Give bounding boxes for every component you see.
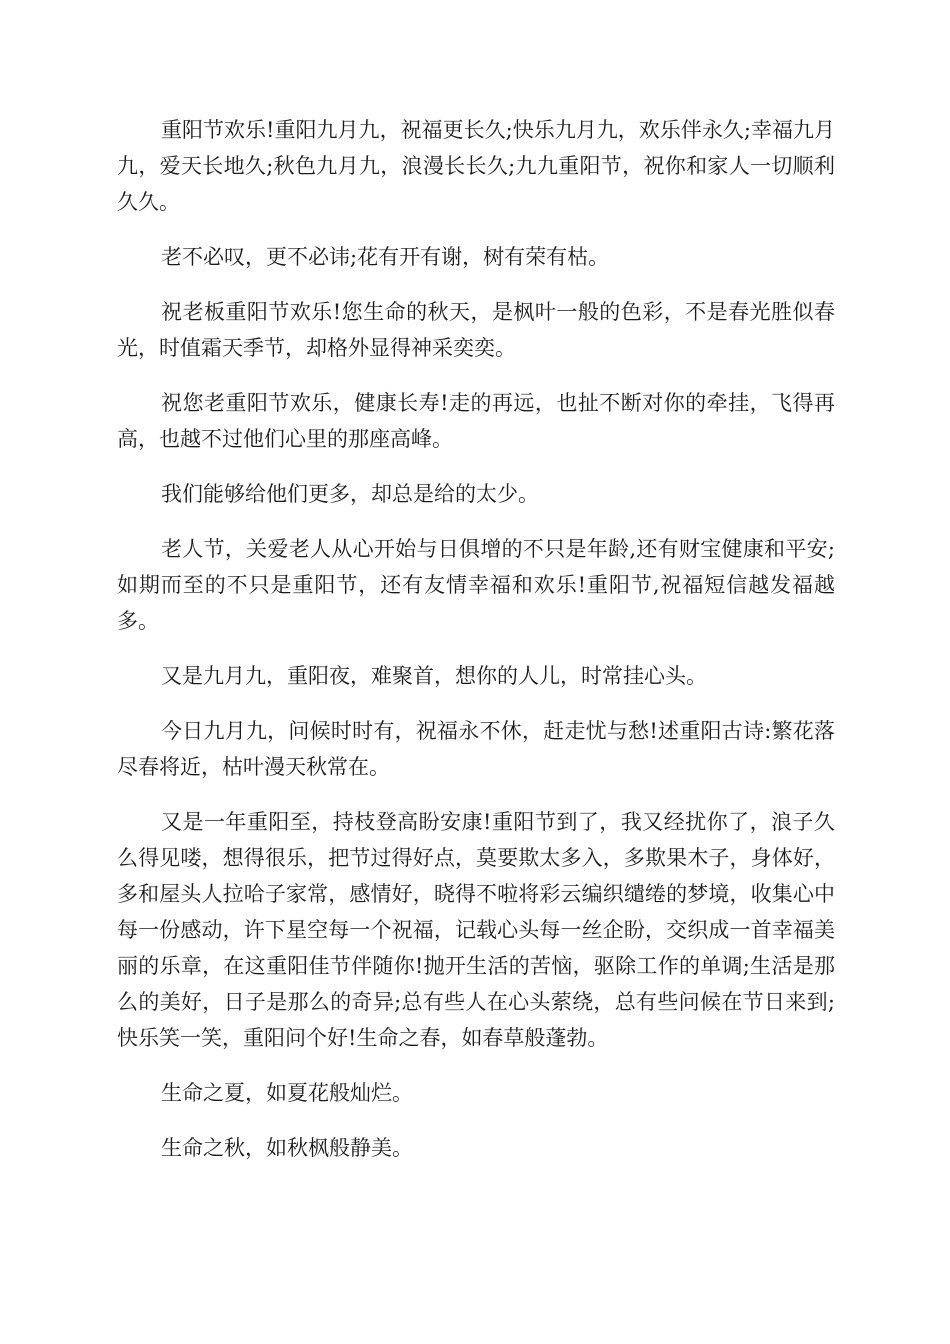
paragraph-11: 生命之秋，如秋枫般静美。 [161,1136,413,1160]
paragraph-9: 又是一年重阳至，持枝登高盼安康!重阳节到了，我又经扰你了，浪子久么得见喽，想得很乐，把节过得好点，莫要欺太多入，多欺果木子，身体好，多和屋头人拉哈子家常，感情好，晓得不啦将彩云编织缱绻的梦境，收集心中每一份感动，许下星空每一个祝福，记载心头每一丝企盼，交织成一首幸福美丽的乐章，在这重阳佳节伴随你!抛开生活的苦恼，驱除工作的单调;生活是那么的美好，日子是那么的奇异;总有些人在心头萦绕，总有些问候在节日来到;快乐笑一笑，重阳问个好!生命之春，如春草般蓬勃。 [117,810,835,1050]
paragraph-1: 重阳节欢乐!重阳九月九，祝福更长久;快乐九月九，欢乐伴永久;幸福九月九，爱天长地久;秋色九月九，浪漫长长久;九九重阳节，祝你和家人一切顺利久久。 [117,118,835,214]
paragraph-4: 祝您老重阳节欢乐，健康长寿!走的再远，也扯不断对你的牵挂，飞得再高，也越不过他们心里的那座高峰。 [117,391,835,451]
paragraph-5: 我们能够给他们更多，却总是给的太少。 [161,482,539,506]
paragraph-6: 老人节，关爱老人从心开始与日俱增的不只是年龄,还有财宝健康和平安;如期而至的不只是重阳节，还有友情幸福和欢乐!重阳节,祝福短信越发福越多。 [117,537,835,633]
paragraph-3: 祝老板重阳节欢乐!您生命的秋天，是枫叶一般的色彩，不是春光胜似春光，时值霜天季节，却格外显得神采奕奕。 [117,300,835,360]
paragraph-8: 今日九月九，问候时时有，祝福永不休，赶走忧与愁!述重阳古诗:繁花落尽春将近，枯叶漫天秋常在。 [117,719,835,779]
document-page [117,112,835,1185]
paragraph-10: 生命之夏，如夏花般灿烂。 [161,1081,413,1105]
paragraph-2: 老不必叹，更不必讳;花有开有谢，树有荣有枯。 [161,245,610,269]
paragraph-7: 又是九月九，重阳夜，难聚首，想你的人儿，时常挂心头。 [161,664,707,688]
